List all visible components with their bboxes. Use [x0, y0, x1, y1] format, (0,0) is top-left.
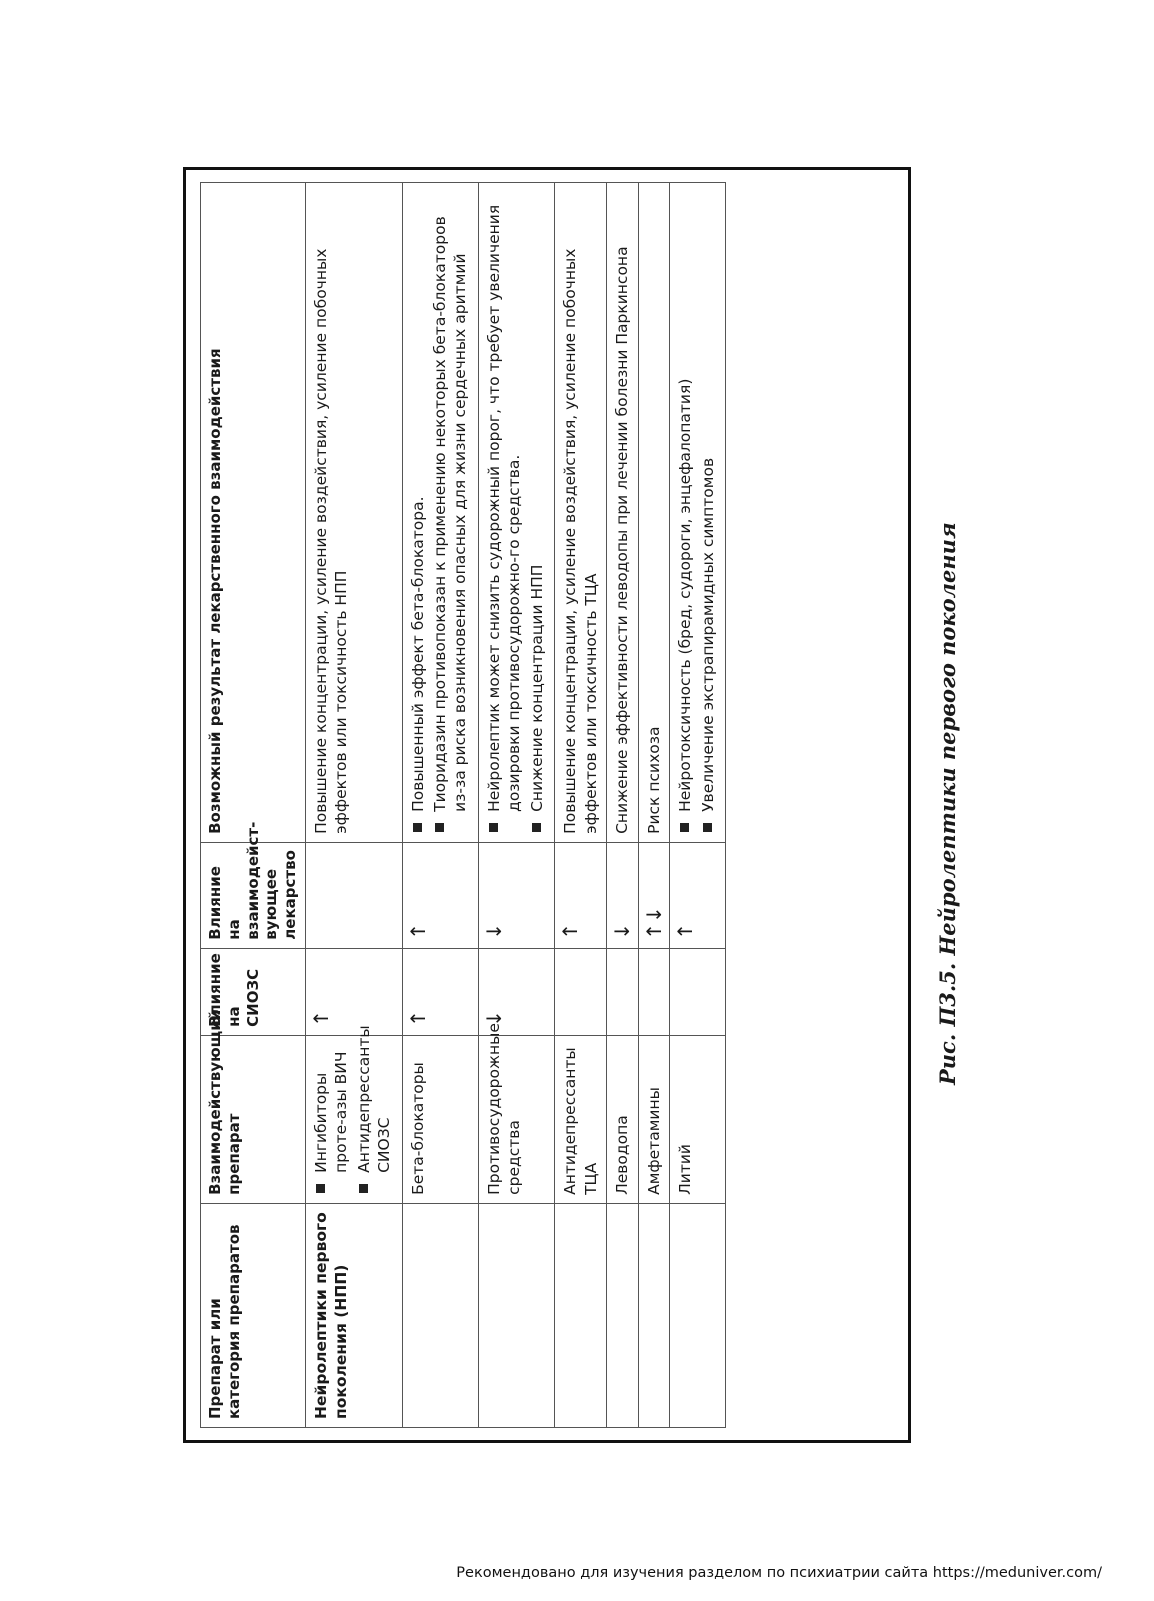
effect-on-interacting-cell: ↓ [478, 842, 554, 948]
result-list [484, 191, 547, 834]
square-bullet-icon [359, 1184, 368, 1193]
square-bullet-icon [316, 1184, 325, 1193]
list-item [484, 191, 525, 834]
rotated-table-container [183, 167, 911, 1443]
list-item [527, 191, 547, 834]
category-cell: Нейролептики первого поколения (НПП) [305, 1203, 402, 1427]
table-row [478, 183, 554, 1428]
table-row [638, 183, 669, 1428]
interacting-drug-cell: Антидепрессанты ТЦА [555, 1035, 607, 1203]
effect-on-interacting-cell: ↑↓ [638, 842, 669, 948]
interacting-drug-cell: Противосудорожные средства [478, 1035, 554, 1203]
effect-on-ssri-cell [607, 948, 638, 1035]
figure-caption: Рис. П3.5. Нейролептики первого поколения [935, 522, 960, 1085]
header-category: Препарат или категория препаратов [201, 1203, 306, 1427]
result-cell [670, 183, 726, 843]
effect-on-interacting-cell: ↑ [670, 842, 726, 948]
table-header-row [201, 183, 306, 1428]
list-item [430, 191, 471, 834]
header-effect-on-interacting: Влияние на взаимодейст-вующее лекарство [201, 842, 306, 948]
effect-on-ssri-cell: ↑ [402, 948, 478, 1035]
category-cell-empty [402, 1203, 478, 1427]
list-item [354, 1025, 395, 1195]
square-bullet-icon [703, 823, 712, 832]
effect-on-interacting-cell [305, 842, 402, 948]
category-cell-empty [555, 1203, 607, 1427]
result-cell: Повышение концентрации, усиление воздействия, усиление побочных эффектов или токсичность ТЦА [555, 183, 607, 843]
header-interacting-drug: Взаимодействующий препарат [201, 1035, 306, 1203]
effect-on-interacting-cell: ↓ [607, 842, 638, 948]
header-effect-on-ssri: Влияние на СИОЗС [201, 948, 306, 1035]
drug-name: Антидепрессанты СИОЗС [354, 1025, 394, 1173]
category-cell-empty [670, 1203, 726, 1427]
table-row [402, 183, 478, 1428]
square-bullet-icon [435, 823, 444, 832]
result-list [408, 191, 471, 834]
interacting-drug-cell: Литий [670, 1035, 726, 1203]
result-text: Повышенный эффект бета-блокатора. [408, 496, 427, 812]
square-bullet-icon [680, 823, 689, 832]
effect-on-interacting-cell: ↑ [555, 842, 607, 948]
effect-on-ssri-cell: ↑ [305, 948, 402, 1035]
effect-on-interacting-cell: ↑ [402, 842, 478, 948]
result-text: Увеличение экстрапирамидных симптомов [698, 457, 717, 812]
list-item [675, 191, 695, 834]
result-cell: Риск психоза [638, 183, 669, 843]
table-row [305, 183, 402, 1428]
table-row [555, 183, 607, 1428]
effect-on-ssri-cell [670, 948, 726, 1035]
category-cell-empty [638, 1203, 669, 1427]
result-text: Тиоридазин противопоказан к применению некоторых бета-блокаторов из-за риска возникновения опасных для жизни сердечных аритмий [431, 216, 470, 812]
category-cell-empty [478, 1203, 554, 1427]
header-result: Возможный результат лекарственного взаимодействия [201, 183, 306, 843]
drug-list [311, 1025, 395, 1195]
effect-on-ssri-cell: ↓ [478, 948, 554, 1035]
square-bullet-icon [532, 823, 541, 832]
list-item [698, 191, 718, 834]
interacting-drug-cell [305, 1025, 402, 1203]
square-bullet-icon [413, 823, 422, 832]
interacting-drug-cell: Амфетамины [638, 1035, 669, 1203]
result-cell: Повышение концентрации, усиление воздействия, усиление побочных эффектов или токсичность НПП [305, 183, 402, 843]
interacting-drug-cell: Леводопа [607, 1035, 638, 1203]
result-list [675, 191, 718, 834]
table-row [670, 183, 726, 1428]
list-item [408, 191, 428, 834]
result-text: Нейролептик может снизить судорожный порог, что требует увеличения дозировки противосудорожно-го средства. [484, 204, 524, 812]
effect-on-ssri-cell [555, 948, 607, 1035]
drug-interaction-table [200, 182, 726, 1428]
square-bullet-icon [489, 823, 498, 832]
result-cell: Снижение эффективности леводопы при лечении болезни Паркинсона [607, 183, 638, 843]
interacting-drug-cell: Бета-блокаторы [402, 1035, 478, 1203]
table-row [607, 183, 638, 1428]
list-item [311, 1044, 352, 1195]
effect-on-ssri-cell [638, 948, 669, 1035]
result-text: Снижение концентрации НПП [527, 564, 546, 812]
drug-name: Ингибиторы проте-азы ВИЧ [311, 1051, 351, 1173]
footer-note: Рекомендовано для изучения разделом по психиатрии сайта https://meduniver.com/ [456, 1565, 1102, 1581]
result-cell [402, 183, 478, 843]
result-cell [478, 183, 554, 843]
category-cell-empty [607, 1203, 638, 1427]
result-text: Нейротоксичность (бред, судороги, энцефалопатия) [676, 378, 695, 812]
